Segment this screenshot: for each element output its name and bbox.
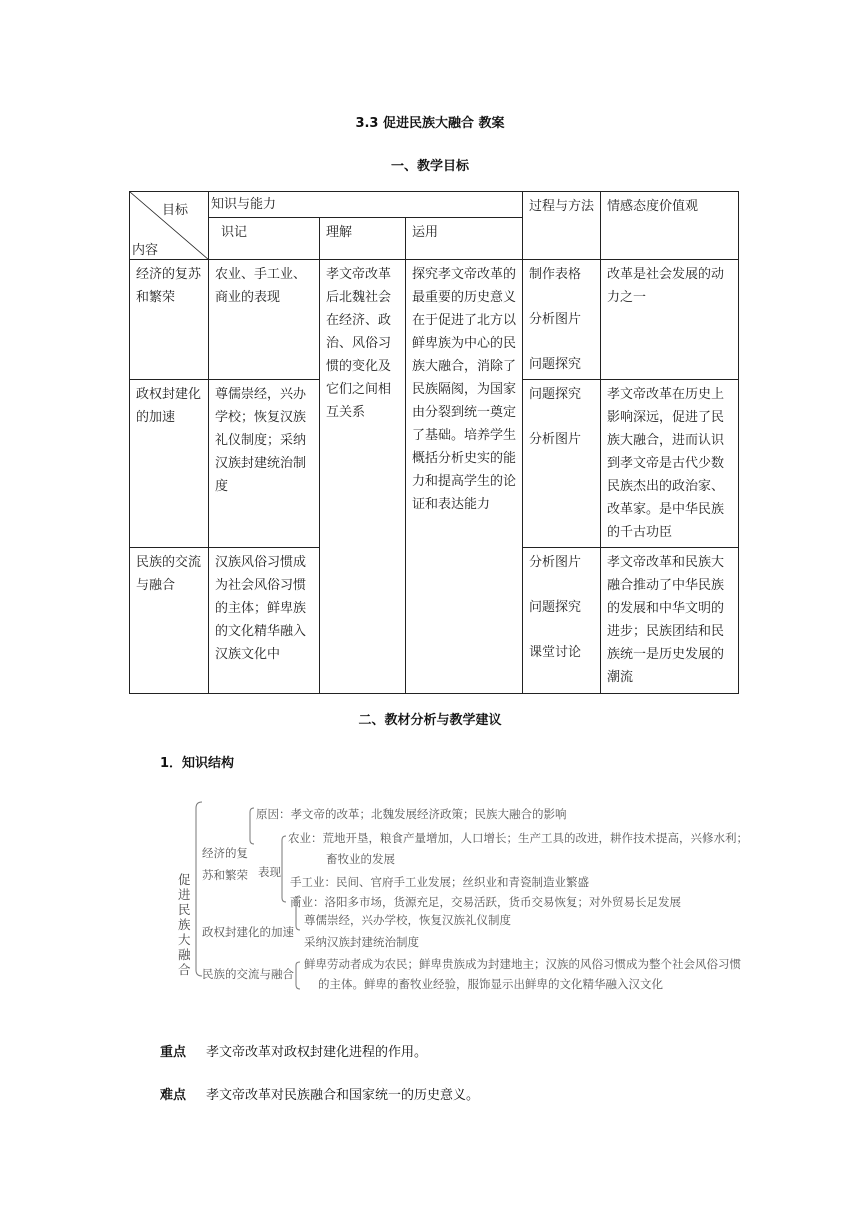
diagram-root: 促进民族大融合 [178, 872, 191, 977]
header-understand: 理解 [320, 218, 406, 260]
difficult-point-text: 孝文帝改革对民族融合和国家统一的历史意义。 [206, 1088, 480, 1103]
objectives-table [129, 191, 739, 694]
understand-cell: 孝文帝改革后北魏社会在经济、政治、风俗习惯的变化及它们之间相互关系 [320, 260, 406, 694]
content-ethnic: 民族的交流与融合 [130, 548, 209, 694]
remember-economy: 农业、手工业、商业的表现 [209, 260, 320, 380]
emotion-politics: 孝文帝改革在历史上影响深远，促进了民族大融合，进而认识到孝文帝是古代少数民族杰出的政治家、改革家。是中华民族的千古功臣 [601, 380, 739, 548]
process-item: 分析图片 [529, 555, 582, 570]
header-process: 过程与方法 [523, 192, 601, 260]
diagram-agri: 农业：荒地开垦，粮食产量增加，人口增长；生产工具的改进，耕作技术提高，兴修水利； [288, 831, 748, 845]
process-item: 问题探究 [529, 387, 582, 402]
diagram-craft: 手工业：民间、官府手工业发展；丝织业和青瓷制造业繁盛 [290, 875, 589, 889]
process-item: 分析图片 [529, 432, 582, 447]
process-politics [523, 380, 601, 548]
key-point [160, 1041, 427, 1060]
diagram-commerce: 商业：洛阳多市场，货源充足，交易活跃，货币交易恢复；对外贸易长足发展 [290, 895, 681, 909]
diagram-econ: 经济的复苏和繁荣 [202, 846, 248, 882]
content-economy: 经济的复苏和繁荣 [130, 260, 209, 380]
diagram-politics-2: 采纳汉族封建统治制度 [304, 935, 419, 949]
diagram-biaoxian: 表现 [258, 865, 281, 879]
table-corner-cell [130, 192, 209, 260]
process-item: 分析图片 [529, 312, 582, 327]
process-ethnic [523, 548, 601, 694]
difficult-point [160, 1084, 479, 1103]
emotion-ethnic: 孝文帝改革和民族大融合推动了中华民族的发展和中华文明的进步；民族团结和民族统一是历史发展的潮流 [601, 548, 739, 694]
diagram-cause: 原因：孝文帝的改革；北魏发展经济政策；民族大融合的影响 [256, 807, 567, 821]
header-emotion: 情感态度价值观 [601, 192, 739, 260]
content-politics: 政权封建化的加速 [130, 380, 209, 548]
difficult-point-label: 难点 [160, 1088, 187, 1103]
process-item: 制作表格 [529, 267, 582, 282]
subheading-knowledge-structure: 1．知识结构 [160, 756, 235, 771]
diagram-agri-cont: 畜牧业的发展 [326, 852, 395, 866]
document-title: 3.3 促进民族大融合 教案 [355, 116, 505, 131]
header-knowledge: 知识与能力 [209, 192, 523, 218]
knowledge-structure-diagram [172, 780, 772, 995]
diagram-politics-1: 尊儒崇经，兴办学校，恢复汉族礼仪制度 [304, 913, 511, 927]
remember-ethnic: 汉族风俗习惯成为社会风俗习惯的主体；鲜卑族的文化精华融入汉族文化中 [209, 548, 320, 694]
header-remember: 识记 [209, 218, 320, 260]
corner-label-goal: 目标 [162, 203, 189, 218]
section-heading-analysis: 二、教材分析与教学建议 [358, 713, 502, 728]
emotion-economy: 改革是社会发展的动力之一 [601, 260, 739, 380]
diagram-politics: 政权封建化的加速 [202, 925, 294, 939]
section-heading-objectives: 一、教学目标 [390, 159, 469, 174]
diagram-ethnic: 民族的交流与融合 [202, 967, 294, 981]
key-point-label: 重点 [160, 1045, 187, 1060]
diagram-ethnic-1: 鲜卑劳动者成为农民；鲜卑贵族成为封建地主；汉族的风俗习惯成为整个社会风俗习惯 [304, 957, 741, 971]
header-apply: 运用 [406, 218, 523, 260]
process-economy [523, 260, 601, 380]
apply-cell: 探究孝文帝改革的最重要的历史意义在于促进了北方以鲜卑族为中心的民族大融合，消除了民族隔阂，为国家由分裂到统一奠定了基础。培养学生概括分析史实的能力和提高学生的论证和表达能力 [406, 260, 523, 694]
process-item: 课堂讨论 [529, 645, 582, 660]
process-item: 问题探究 [529, 357, 582, 372]
process-item: 问题探究 [529, 600, 582, 615]
key-point-text: 孝文帝改革对政权封建化进程的作用。 [206, 1045, 428, 1060]
corner-label-content: 内容 [132, 243, 159, 258]
diagram-ethnic-2: 的主体。鲜卑的畜牧业经验，服饰显示出鲜卑的文化精华融入汉文化 [318, 977, 663, 991]
remember-politics: 尊儒崇经，兴办学校；恢复汉族礼仪制度；采纳汉族封建统治制度 [209, 380, 320, 548]
